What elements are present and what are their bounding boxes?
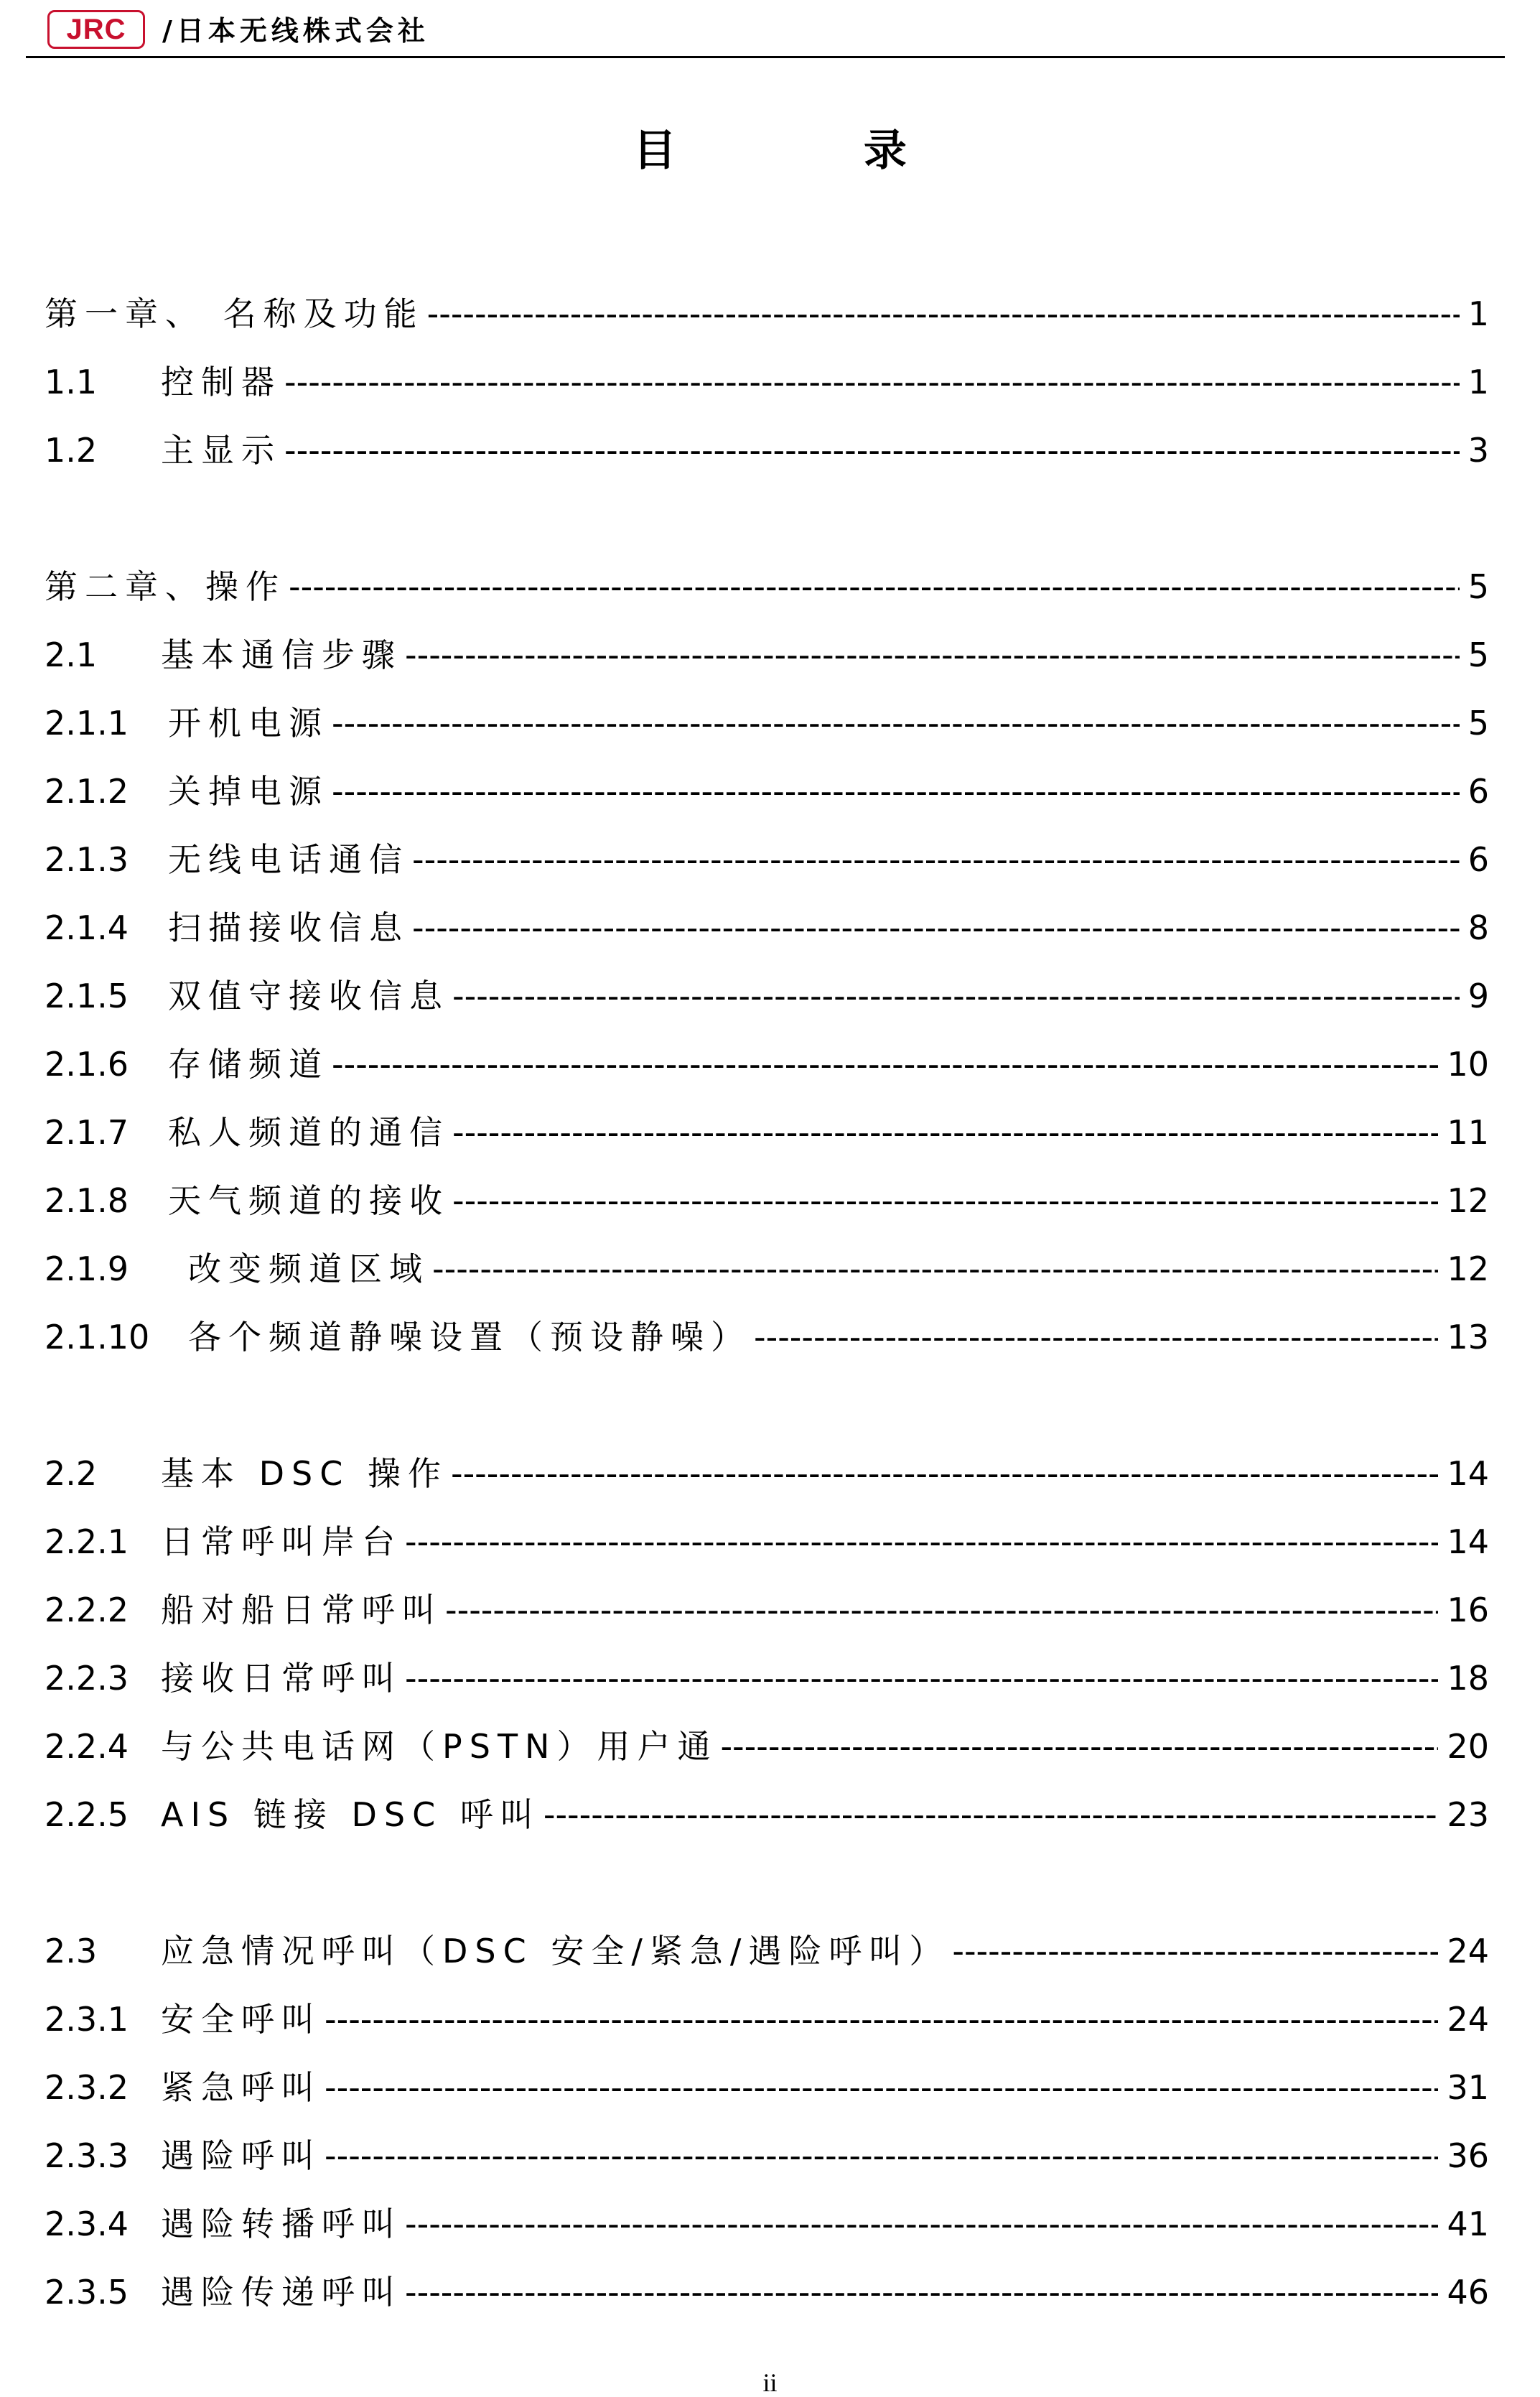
toc-number: 2.1.7 [45,1113,129,1152]
toc-label: 日常呼叫岸台 [161,1522,402,1561]
toc-label: 无线电话通信 [168,840,409,879]
toc-entry-chapter-2[interactable] [45,553,1489,621]
toc-entry-2-2-3[interactable] [45,1644,1489,1713]
toc-label: 存储频道 [168,1045,329,1084]
toc-entry-chapter-1[interactable] [45,280,1489,348]
toc-entry-2-1-8[interactable] [45,1167,1489,1235]
toc-label: 与公共电话网（PSTN）用户通 [161,1727,718,1766]
toc-number: 2.1.6 [45,1045,129,1084]
toc-page: 5 [1467,636,1489,674]
toc-leader [452,1167,1438,1235]
toc-page: 13 [1447,1318,1489,1356]
page-title: 目 录 [633,126,993,176]
toc-page: 11 [1447,1113,1489,1152]
toc-number: 2.1.2 [45,772,129,811]
toc-leader [412,894,1460,962]
toc-number: 2.2.1 [45,1522,129,1561]
toc-leader [451,1440,1438,1508]
toc-page: 12 [1447,1249,1489,1288]
toc-label: 开机电源 [168,704,329,743]
toc-page: 6 [1467,772,1489,811]
toc-entry-2-3-3[interactable] [45,2122,1489,2190]
toc-leader [432,1235,1438,1303]
toc-label: 私人频道的通信 [168,1113,449,1152]
toc-entry-2-1-9[interactable] [45,1235,1489,1303]
toc-leader [412,826,1460,894]
toc-entry-2-3-4[interactable] [45,2190,1489,2258]
toc-leader [325,2054,1438,2122]
toc-leader [332,758,1460,826]
toc-number: 2.1 [45,636,98,674]
toc-number: 1.2 [45,431,98,470]
toc-label: 基本通信步骤 [161,636,402,674]
company-name: /日本无线株式会社 [162,15,429,47]
toc-label: AIS 链接 DSC 呼叫 [161,1795,541,1834]
toc-entry-2-2-4[interactable] [45,1713,1489,1781]
toc-page: 16 [1447,1591,1489,1629]
toc-entry-2-1-3[interactable] [45,826,1489,894]
toc-number: 2.3.5 [45,2273,129,2312]
toc-leader [325,2122,1438,2190]
toc-number: 2.3 [45,1932,98,1970]
toc-entry-2-1-1[interactable] [45,689,1489,758]
toc-leader [284,348,1460,416]
toc-page: 1 [1467,294,1489,333]
jrc-logo [47,10,145,49]
toc-page: 36 [1447,2136,1489,2175]
toc-entry-2-2[interactable] [45,1440,1489,1508]
toc-number: 2.3.1 [45,2000,129,2039]
toc-page: 5 [1467,567,1489,606]
toc-entry-2-1-5[interactable] [45,962,1489,1030]
toc-leader [543,1781,1439,1849]
toc-leader [427,280,1460,348]
toc-leader [445,1576,1438,1644]
toc-number: 1.1 [45,363,98,401]
toc-label: 应急情况呼叫（DSC 安全/紧急/遇险呼叫） [161,1932,950,1970]
toc-entry-2-2-2[interactable] [45,1576,1489,1644]
toc-number: 2.1.5 [45,977,129,1015]
toc-number: 2.1.8 [45,1181,129,1220]
toc-number: 2.2 [45,1454,98,1493]
toc-label: 遇险呼叫 [161,2136,322,2175]
toc-label: 改变频道区域 [188,1249,429,1288]
toc-page: 14 [1447,1454,1489,1493]
toc-label: 主显示 [161,431,281,470]
toc-number: 2.1.1 [45,704,129,743]
toc-page: 41 [1447,2205,1489,2243]
toc-page: 5 [1467,704,1489,743]
toc-entry-2-3-5[interactable] [45,2258,1489,2327]
toc-number: 2.2.3 [45,1659,129,1698]
toc-number: 2.1.4 [45,908,129,947]
toc-page: 14 [1447,1522,1489,1561]
toc-label: 紧急呼叫 [161,2068,322,2107]
toc-entry-2-2-1[interactable] [45,1508,1489,1576]
page-header [26,6,1505,58]
toc-entry-1-2[interactable] [45,416,1489,485]
toc-leader [952,1917,1438,1986]
toc-leader [754,1303,1438,1372]
toc-number: 2.3.4 [45,2205,129,2243]
toc-number: 2.2.4 [45,1727,129,1766]
toc-entry-2-1-4[interactable] [45,894,1489,962]
toc-leader [332,689,1460,758]
toc-label: 关掉电源 [168,772,329,811]
toc-entry-2-2-5[interactable] [45,1781,1489,1849]
toc-page: 23 [1447,1795,1489,1834]
toc-leader [332,1030,1438,1099]
toc-label: 船对船日常呼叫 [161,1591,442,1629]
toc-label: 基本 DSC 操作 [161,1454,448,1493]
toc-page: 24 [1447,2000,1489,2039]
toc-number: 2.3.2 [45,2068,129,2107]
toc-page: 20 [1447,1727,1489,1766]
toc-leader [405,2258,1438,2327]
toc-page: 6 [1467,840,1489,879]
toc-entry-1-1[interactable] [45,348,1489,416]
toc-label: 接收日常呼叫 [161,1659,402,1698]
toc-label: 第一章、 名称及功能 [45,294,424,333]
toc-label: 天气频道的接收 [168,1181,449,1220]
toc-number: 2.2.5 [45,1795,129,1834]
toc-leader [452,1099,1438,1167]
toc-label: 安全呼叫 [161,2000,322,2039]
toc-page: 31 [1447,2068,1489,2107]
toc-label: 控制器 [161,363,281,401]
toc-leader [405,1644,1438,1713]
toc-leader [289,553,1460,621]
toc-page: 18 [1447,1659,1489,1698]
toc-leader [405,621,1460,689]
toc-leader [720,1713,1438,1781]
toc-number: 2.1.10 [45,1318,150,1356]
toc-entry-2-3[interactable] [45,1917,1489,1986]
toc-number: 2.2.2 [45,1591,129,1629]
toc-entry-2-1[interactable] [45,621,1489,689]
toc-entry-2-1-6[interactable] [45,1030,1489,1099]
toc-entry-2-1-10[interactable] [45,1303,1489,1372]
toc-number: 2.3.3 [45,2136,129,2175]
toc-page: 12 [1447,1181,1489,1220]
toc-entry-2-1-7[interactable] [45,1099,1489,1167]
toc-label: 扫描接收信息 [168,908,409,947]
toc-label: 各个频道静噪设置（预设静噪） [188,1318,751,1356]
toc-page: 3 [1467,431,1489,470]
toc-entry-2-3-1[interactable] [45,1986,1489,2054]
toc-page: 1 [1467,363,1489,401]
logo-text: JRC [66,14,126,45]
toc-leader [325,1986,1438,2054]
toc-label: 双值守接收信息 [168,977,449,1015]
toc-page: 10 [1447,1045,1489,1084]
toc-label: 遇险转播呼叫 [161,2205,402,2243]
toc-entry-2-3-2[interactable] [45,2054,1489,2122]
toc-number: 2.1.3 [45,840,129,879]
page-number: ii [762,2368,778,2397]
toc-page: 46 [1447,2273,1489,2312]
table-of-contents [45,280,1489,2327]
toc-label: 第二章、操作 [45,567,286,606]
toc-page: 9 [1467,977,1489,1015]
toc-leader [405,2190,1438,2258]
toc-leader [405,1508,1438,1576]
toc-page: 8 [1467,908,1489,947]
toc-number: 2.1.9 [45,1249,129,1288]
toc-leader [284,416,1460,485]
toc-page: 24 [1447,1932,1489,1970]
toc-label: 遇险传递呼叫 [161,2273,402,2312]
toc-entry-2-1-2[interactable] [45,758,1489,826]
toc-leader [452,962,1460,1030]
